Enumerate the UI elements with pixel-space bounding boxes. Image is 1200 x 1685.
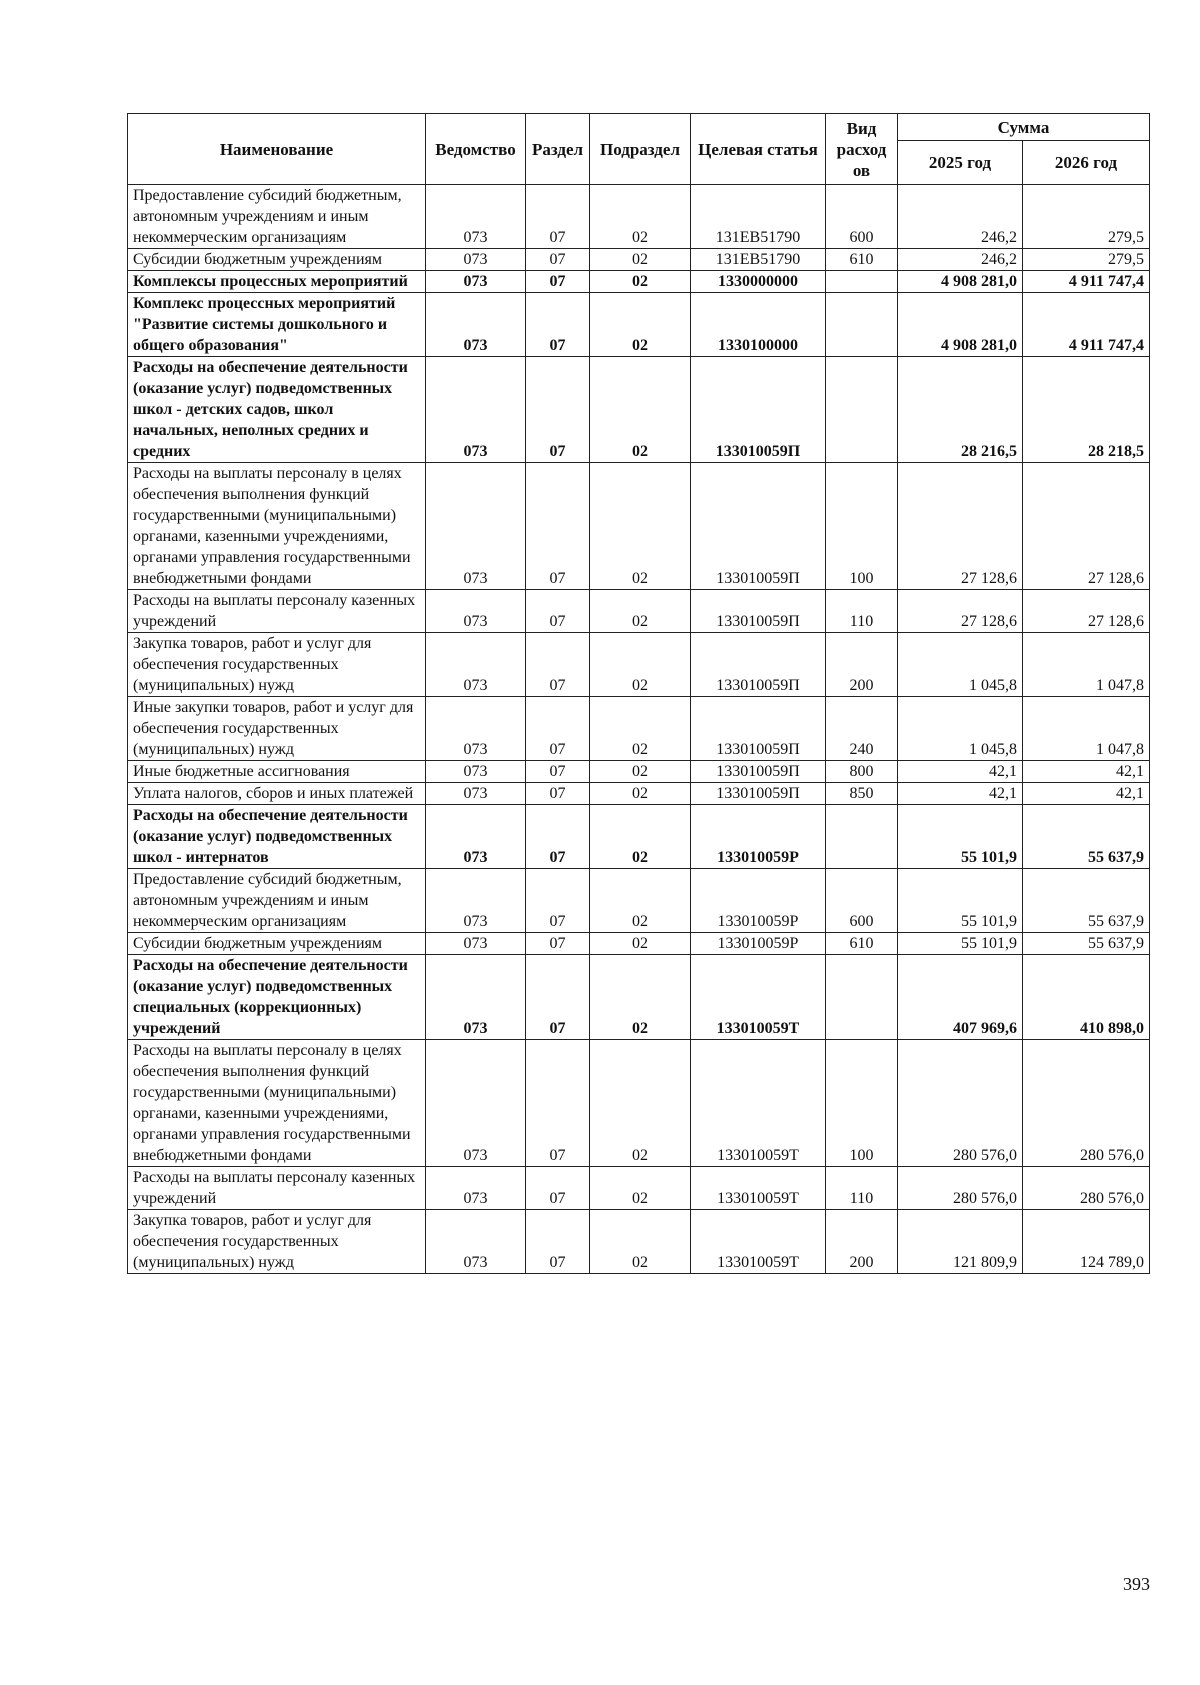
row-tselevaya-statya: 133010059Т (691, 955, 826, 1040)
row-razdel: 07 (526, 761, 590, 783)
row-razdel: 07 (526, 1040, 590, 1167)
header-year-2026: 2026 год (1023, 141, 1150, 185)
row-sum-2026: 55 637,9 (1023, 869, 1150, 933)
row-vedomstvo: 073 (426, 761, 526, 783)
row-razdel: 07 (526, 249, 590, 271)
row-tselevaya-statya: 133010059П (691, 761, 826, 783)
row-name: Уплата налогов, сборов и иных платежей (128, 783, 426, 805)
row-name: Расходы на обеспечение деятельности (оказание услуг) подведомственных специальных (коррекционных) учреждений (128, 955, 426, 1040)
row-razdel: 07 (526, 869, 590, 933)
row-vedomstvo: 073 (426, 633, 526, 697)
row-tselevaya-statya: 133010059П (691, 633, 826, 697)
row-sum-2026: 42,1 (1023, 783, 1150, 805)
table-row (128, 633, 1150, 697)
table-body (128, 185, 1150, 1274)
row-name: Иные закупки товаров, работ и услуг для обеспечения государственных (муниципальных) нужд (128, 697, 426, 761)
row-podrazdel: 02 (590, 761, 691, 783)
row-razdel: 07 (526, 590, 590, 633)
row-vid-raskhodov: 110 (826, 1167, 898, 1210)
row-tselevaya-statya: 133010059Р (691, 805, 826, 869)
row-vid-raskhodov (826, 955, 898, 1040)
row-sum-2026: 279,5 (1023, 185, 1150, 249)
row-vedomstvo: 073 (426, 955, 526, 1040)
row-sum-2025: 407 969,6 (898, 955, 1023, 1040)
row-tselevaya-statya: 133010059Т (691, 1167, 826, 1210)
table-row (128, 249, 1150, 271)
table-row (128, 697, 1150, 761)
row-sum-2025: 27 128,6 (898, 463, 1023, 590)
row-vedomstvo: 073 (426, 783, 526, 805)
row-sum-2026: 42,1 (1023, 761, 1150, 783)
row-name: Предоставление субсидий бюджетным, автономным учреждениям и иным некоммерческим организациям (128, 869, 426, 933)
header-razdel: Раздел (526, 114, 590, 185)
row-tselevaya-statya: 131ЕВ51790 (691, 185, 826, 249)
table-row (128, 185, 1150, 249)
row-vedomstvo: 073 (426, 463, 526, 590)
row-sum-2025: 4 908 281,0 (898, 271, 1023, 293)
row-vedomstvo: 073 (426, 697, 526, 761)
row-vid-raskhodov: 800 (826, 761, 898, 783)
row-razdel: 07 (526, 1210, 590, 1274)
table-row (128, 271, 1150, 293)
table-row (128, 1167, 1150, 1210)
row-vid-raskhodov: 610 (826, 933, 898, 955)
row-razdel: 07 (526, 805, 590, 869)
row-vedomstvo: 073 (426, 249, 526, 271)
row-sum-2025: 246,2 (898, 249, 1023, 271)
row-name: Субсидии бюджетным учреждениям (128, 249, 426, 271)
header-name: Наименование (128, 114, 426, 185)
row-name: Комплексы процессных мероприятий (128, 271, 426, 293)
row-podrazdel: 02 (590, 185, 691, 249)
table-row (128, 590, 1150, 633)
row-vid-raskhodov (826, 293, 898, 357)
row-name: Расходы на выплаты персоналу казенных учреждений (128, 1167, 426, 1210)
row-vid-raskhodov (826, 805, 898, 869)
table-row (128, 357, 1150, 463)
row-vid-raskhodov: 100 (826, 463, 898, 590)
row-razdel: 07 (526, 697, 590, 761)
row-sum-2026: 27 128,6 (1023, 463, 1150, 590)
row-vid-raskhodov: 240 (826, 697, 898, 761)
header-vid-raskhodov: Вид расход ов (826, 114, 898, 185)
row-vid-raskhodov (826, 357, 898, 463)
row-name: Расходы на выплаты персоналу в целях обеспечения выполнения функций государственными (муниципальными) органами, казенными учреждениями, органами управления государственными внебюджетными фондами (128, 463, 426, 590)
row-podrazdel: 02 (590, 293, 691, 357)
table-row (128, 805, 1150, 869)
row-sum-2025: 1 045,8 (898, 633, 1023, 697)
table-row (128, 933, 1150, 955)
row-podrazdel: 02 (590, 1210, 691, 1274)
row-tselevaya-statya: 1330000000 (691, 271, 826, 293)
row-vid-raskhodov (826, 271, 898, 293)
row-tselevaya-statya: 133010059П (691, 357, 826, 463)
row-razdel: 07 (526, 955, 590, 1040)
row-tselevaya-statya: 1330100000 (691, 293, 826, 357)
row-razdel: 07 (526, 783, 590, 805)
header-tselevaya-statya: Целевая статья (691, 114, 826, 185)
row-podrazdel: 02 (590, 249, 691, 271)
row-podrazdel: 02 (590, 357, 691, 463)
row-vid-raskhodov: 200 (826, 1210, 898, 1274)
row-podrazdel: 02 (590, 633, 691, 697)
row-sum-2026: 4 911 747,4 (1023, 293, 1150, 357)
row-sum-2025: 42,1 (898, 783, 1023, 805)
table-row (128, 783, 1150, 805)
row-sum-2026: 410 898,0 (1023, 955, 1150, 1040)
row-sum-2026: 28 218,5 (1023, 357, 1150, 463)
row-vedomstvo: 073 (426, 271, 526, 293)
row-name: Предоставление субсидий бюджетным, автономным учреждениям и иным некоммерческим организациям (128, 185, 426, 249)
row-podrazdel: 02 (590, 955, 691, 1040)
row-tselevaya-statya: 133010059П (691, 590, 826, 633)
row-razdel: 07 (526, 185, 590, 249)
row-razdel: 07 (526, 633, 590, 697)
table-row (128, 955, 1150, 1040)
row-sum-2025: 280 576,0 (898, 1040, 1023, 1167)
row-sum-2026: 55 637,9 (1023, 933, 1150, 955)
row-sum-2025: 55 101,9 (898, 805, 1023, 869)
row-vedomstvo: 073 (426, 1210, 526, 1274)
row-sum-2026: 4 911 747,4 (1023, 271, 1150, 293)
row-podrazdel: 02 (590, 783, 691, 805)
row-razdel: 07 (526, 293, 590, 357)
row-vid-raskhodov: 600 (826, 185, 898, 249)
row-sum-2026: 124 789,0 (1023, 1210, 1150, 1274)
row-vedomstvo: 073 (426, 590, 526, 633)
row-razdel: 07 (526, 357, 590, 463)
row-podrazdel: 02 (590, 805, 691, 869)
row-name: Комплекс процессных мероприятий "Развитие системы дошкольного и общего образования" (128, 293, 426, 357)
row-vedomstvo: 073 (426, 933, 526, 955)
row-tselevaya-statya: 133010059Т (691, 1040, 826, 1167)
row-podrazdel: 02 (590, 697, 691, 761)
row-podrazdel: 02 (590, 590, 691, 633)
row-name: Расходы на выплаты персоналу в целях обеспечения выполнения функций государственными (муниципальными) органами, казенными учреждениями, органами управления государственными внебюджетными фондами (128, 1040, 426, 1167)
row-vedomstvo: 073 (426, 1040, 526, 1167)
row-podrazdel: 02 (590, 271, 691, 293)
row-vid-raskhodov: 850 (826, 783, 898, 805)
budget-table (127, 113, 1150, 1274)
row-sum-2025: 280 576,0 (898, 1167, 1023, 1210)
table-row (128, 869, 1150, 933)
row-name: Расходы на обеспечение деятельности (оказание услуг) подведомственных школ - интернатов (128, 805, 426, 869)
row-podrazdel: 02 (590, 1040, 691, 1167)
row-vid-raskhodov: 100 (826, 1040, 898, 1167)
row-vid-raskhodov: 110 (826, 590, 898, 633)
row-name: Расходы на обеспечение деятельности (оказание услуг) подведомственных школ - детских садов, школ начальных, неполных средних и средних (128, 357, 426, 463)
row-sum-2025: 42,1 (898, 761, 1023, 783)
row-tselevaya-statya: 133010059П (691, 463, 826, 590)
row-vid-raskhodov: 200 (826, 633, 898, 697)
table-row (128, 1210, 1150, 1274)
header-vedomstvo: Ведомство (426, 114, 526, 185)
row-podrazdel: 02 (590, 869, 691, 933)
row-name: Субсидии бюджетным учреждениям (128, 933, 426, 955)
row-sum-2025: 246,2 (898, 185, 1023, 249)
row-name: Закупка товаров, работ и услуг для обеспечения государственных (муниципальных) нужд (128, 1210, 426, 1274)
row-sum-2025: 4 908 281,0 (898, 293, 1023, 357)
header-year-2025: 2025 год (898, 141, 1023, 185)
row-vedomstvo: 073 (426, 185, 526, 249)
row-sum-2026: 55 637,9 (1023, 805, 1150, 869)
header-summa: Сумма (898, 114, 1150, 141)
row-name: Расходы на выплаты персоналу казенных учреждений (128, 590, 426, 633)
row-sum-2026: 280 576,0 (1023, 1040, 1150, 1167)
row-podrazdel: 02 (590, 463, 691, 590)
row-tselevaya-statya: 133010059Р (691, 869, 826, 933)
row-tselevaya-statya: 133010059П (691, 697, 826, 761)
row-tselevaya-statya: 133010059П (691, 783, 826, 805)
row-razdel: 07 (526, 271, 590, 293)
row-vedomstvo: 073 (426, 1167, 526, 1210)
row-sum-2026: 1 047,8 (1023, 633, 1150, 697)
table-row (128, 761, 1150, 783)
header-podrazdel: Подраздел (590, 114, 691, 185)
row-tselevaya-statya: 133010059Р (691, 933, 826, 955)
row-sum-2025: 55 101,9 (898, 869, 1023, 933)
row-sum-2026: 279,5 (1023, 249, 1150, 271)
table-row (128, 293, 1150, 357)
row-vedomstvo: 073 (426, 805, 526, 869)
row-podrazdel: 02 (590, 1167, 691, 1210)
row-name: Закупка товаров, работ и услуг для обеспечения государственных (муниципальных) нужд (128, 633, 426, 697)
page-number: 393 (1123, 1574, 1150, 1594)
row-name: Иные бюджетные ассигнования (128, 761, 426, 783)
row-razdel: 07 (526, 463, 590, 590)
row-vedomstvo: 073 (426, 293, 526, 357)
row-razdel: 07 (526, 933, 590, 955)
row-vedomstvo: 073 (426, 869, 526, 933)
row-vid-raskhodov: 610 (826, 249, 898, 271)
row-tselevaya-statya: 133010059Т (691, 1210, 826, 1274)
row-vid-raskhodov: 600 (826, 869, 898, 933)
row-sum-2025: 28 216,5 (898, 357, 1023, 463)
row-sum-2025: 121 809,9 (898, 1210, 1023, 1274)
row-sum-2025: 1 045,8 (898, 697, 1023, 761)
row-sum-2025: 55 101,9 (898, 933, 1023, 955)
row-sum-2026: 1 047,8 (1023, 697, 1150, 761)
row-sum-2026: 280 576,0 (1023, 1167, 1150, 1210)
table-row (128, 1040, 1150, 1167)
row-vedomstvo: 073 (426, 357, 526, 463)
row-sum-2025: 27 128,6 (898, 590, 1023, 633)
row-podrazdel: 02 (590, 933, 691, 955)
row-razdel: 07 (526, 1167, 590, 1210)
row-sum-2026: 27 128,6 (1023, 590, 1150, 633)
table-row (128, 463, 1150, 590)
row-tselevaya-statya: 131ЕВ51790 (691, 249, 826, 271)
